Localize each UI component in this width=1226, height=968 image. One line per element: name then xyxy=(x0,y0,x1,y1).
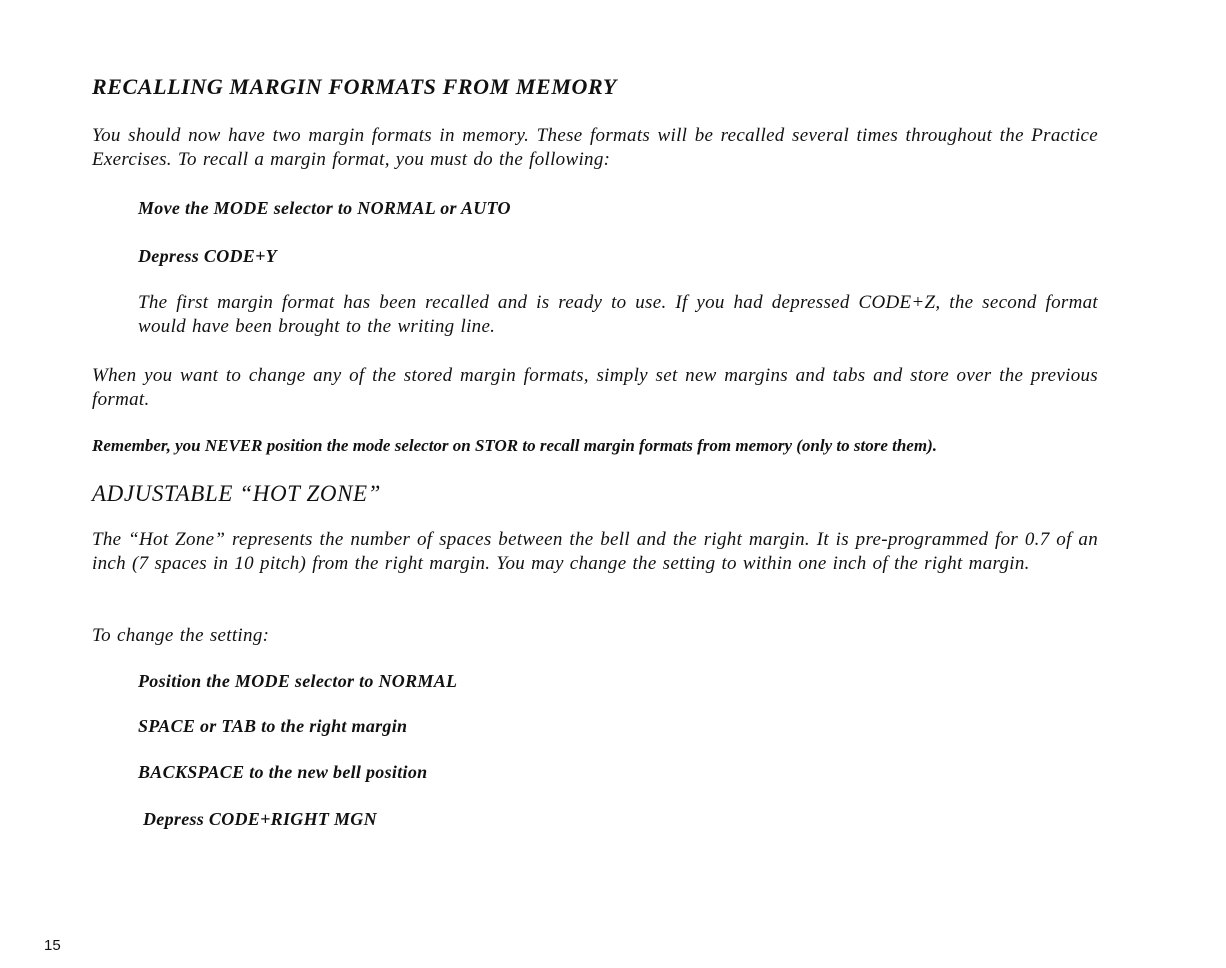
page-number: 15 xyxy=(44,937,61,954)
step-depress-code-y: Depress CODE+Y xyxy=(138,246,277,266)
result-paragraph: The first margin format has been recalled and is ready to use. If you had depressed CODE+Z, the second format would have been brought to the writing line. xyxy=(138,292,1098,337)
step-space-or-tab: SPACE or TAB to the right margin xyxy=(138,716,408,736)
hot-zone-paragraph: The “Hot Zone” represents the number of spaces between the bell and the right margin. It is pre-programmed for 0.7 of an inch (7 spaces in 10 pitch) from the right margin. You may change the setting to within one inch of the right margin. xyxy=(92,529,1098,574)
step-depress-code-right-mgn: Depress CODE+RIGHT MGN xyxy=(143,809,377,829)
change-setting-intro: To change the setting: xyxy=(92,625,270,646)
change-formats-paragraph: When you want to change any of the stored margin formats, simply set new margins and tabs and store over the previous format. xyxy=(92,365,1098,410)
step-position-mode-selector: Position the MODE selector to NORMAL xyxy=(138,671,458,691)
step-backspace: BACKSPACE to the new bell position xyxy=(138,762,428,782)
section-heading-hot-zone: ADJUSTABLE “HOT ZONE” xyxy=(92,481,382,506)
remember-note: Remember, you NEVER position the mode selector on STOR to recall margin formats from memory (only to store them). xyxy=(92,436,937,455)
step-move-mode-selector: Move the MODE selector to NORMAL or AUTO xyxy=(138,198,511,218)
intro-paragraph: You should now have two margin formats in memory. These formats will be recalled several times throughout the Practice Exercises. To recall a margin format, you must do the following: xyxy=(92,125,1098,170)
section-heading-recalling: RECALLING MARGIN FORMATS FROM MEMORY xyxy=(92,74,617,99)
